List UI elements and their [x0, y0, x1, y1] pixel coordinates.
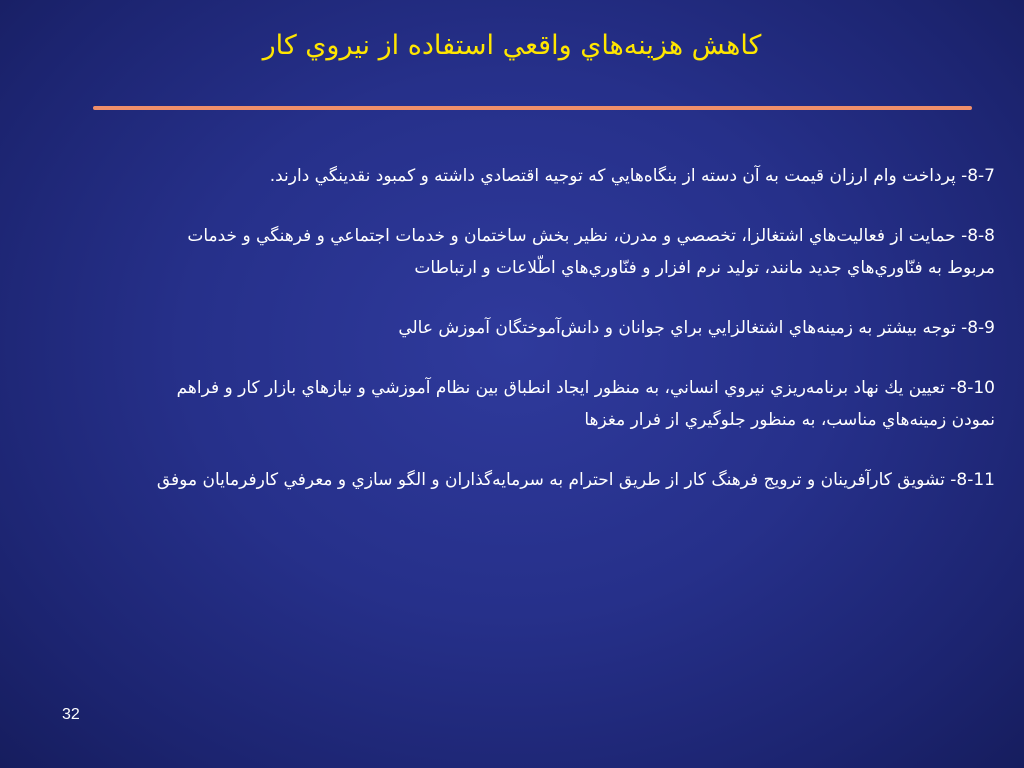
page-number: 32 [62, 706, 80, 723]
paragraph-8-9: 8-9- توجه بيشتر به زمينه‌هاي اشتغالزايي براي جوانان و دانش‌آموختگان آموزش عالي [398, 318, 995, 338]
paragraph-8-8: 8-8- حمايت از فعاليت‌هاي اشتغالزا، تخصصي و مدرن، نظير بخش ساختمان و خدمات اجتماعي و فرهنگي و خدمات مربوط به فنّاوري‌هاي جديد مانند، توليد نرم افزار و فنّاوري‌هاي اطّلاعات و ارتباطات [187, 226, 995, 278]
slide-body [150, 160, 995, 524]
paragraph-8-10: 8-10- تعيين يك نهاد برنامه‌ريزي نيروي انساني، به منظور ايجاد انطباق بين نظام آموزشي و نيازهاي بازار كار و فراهم نمودن زمينه‌هاي مناسب، به منظور جلوگيري از فرار مغزها [176, 378, 995, 430]
slide-title: کاهش هزينه‌هاي واقعي استفاده از نيروي کار [262, 30, 762, 61]
paragraph-8-11: 8-11- تشويق كارآفرينان و ترويج فرهنگ كار از طريق احترام به سرمايه‌گذاران و الگو سازي و معرفي كارفرمايان موفق [156, 470, 995, 490]
paragraph-8-7: 8-7- پرداخت وام ارزان قيمت به آن دسته از بنگاه‌هايي كه توجيه اقتصادي داشته و كمبود نقدينگي دارند. [269, 166, 995, 186]
title-divider [93, 106, 972, 110]
